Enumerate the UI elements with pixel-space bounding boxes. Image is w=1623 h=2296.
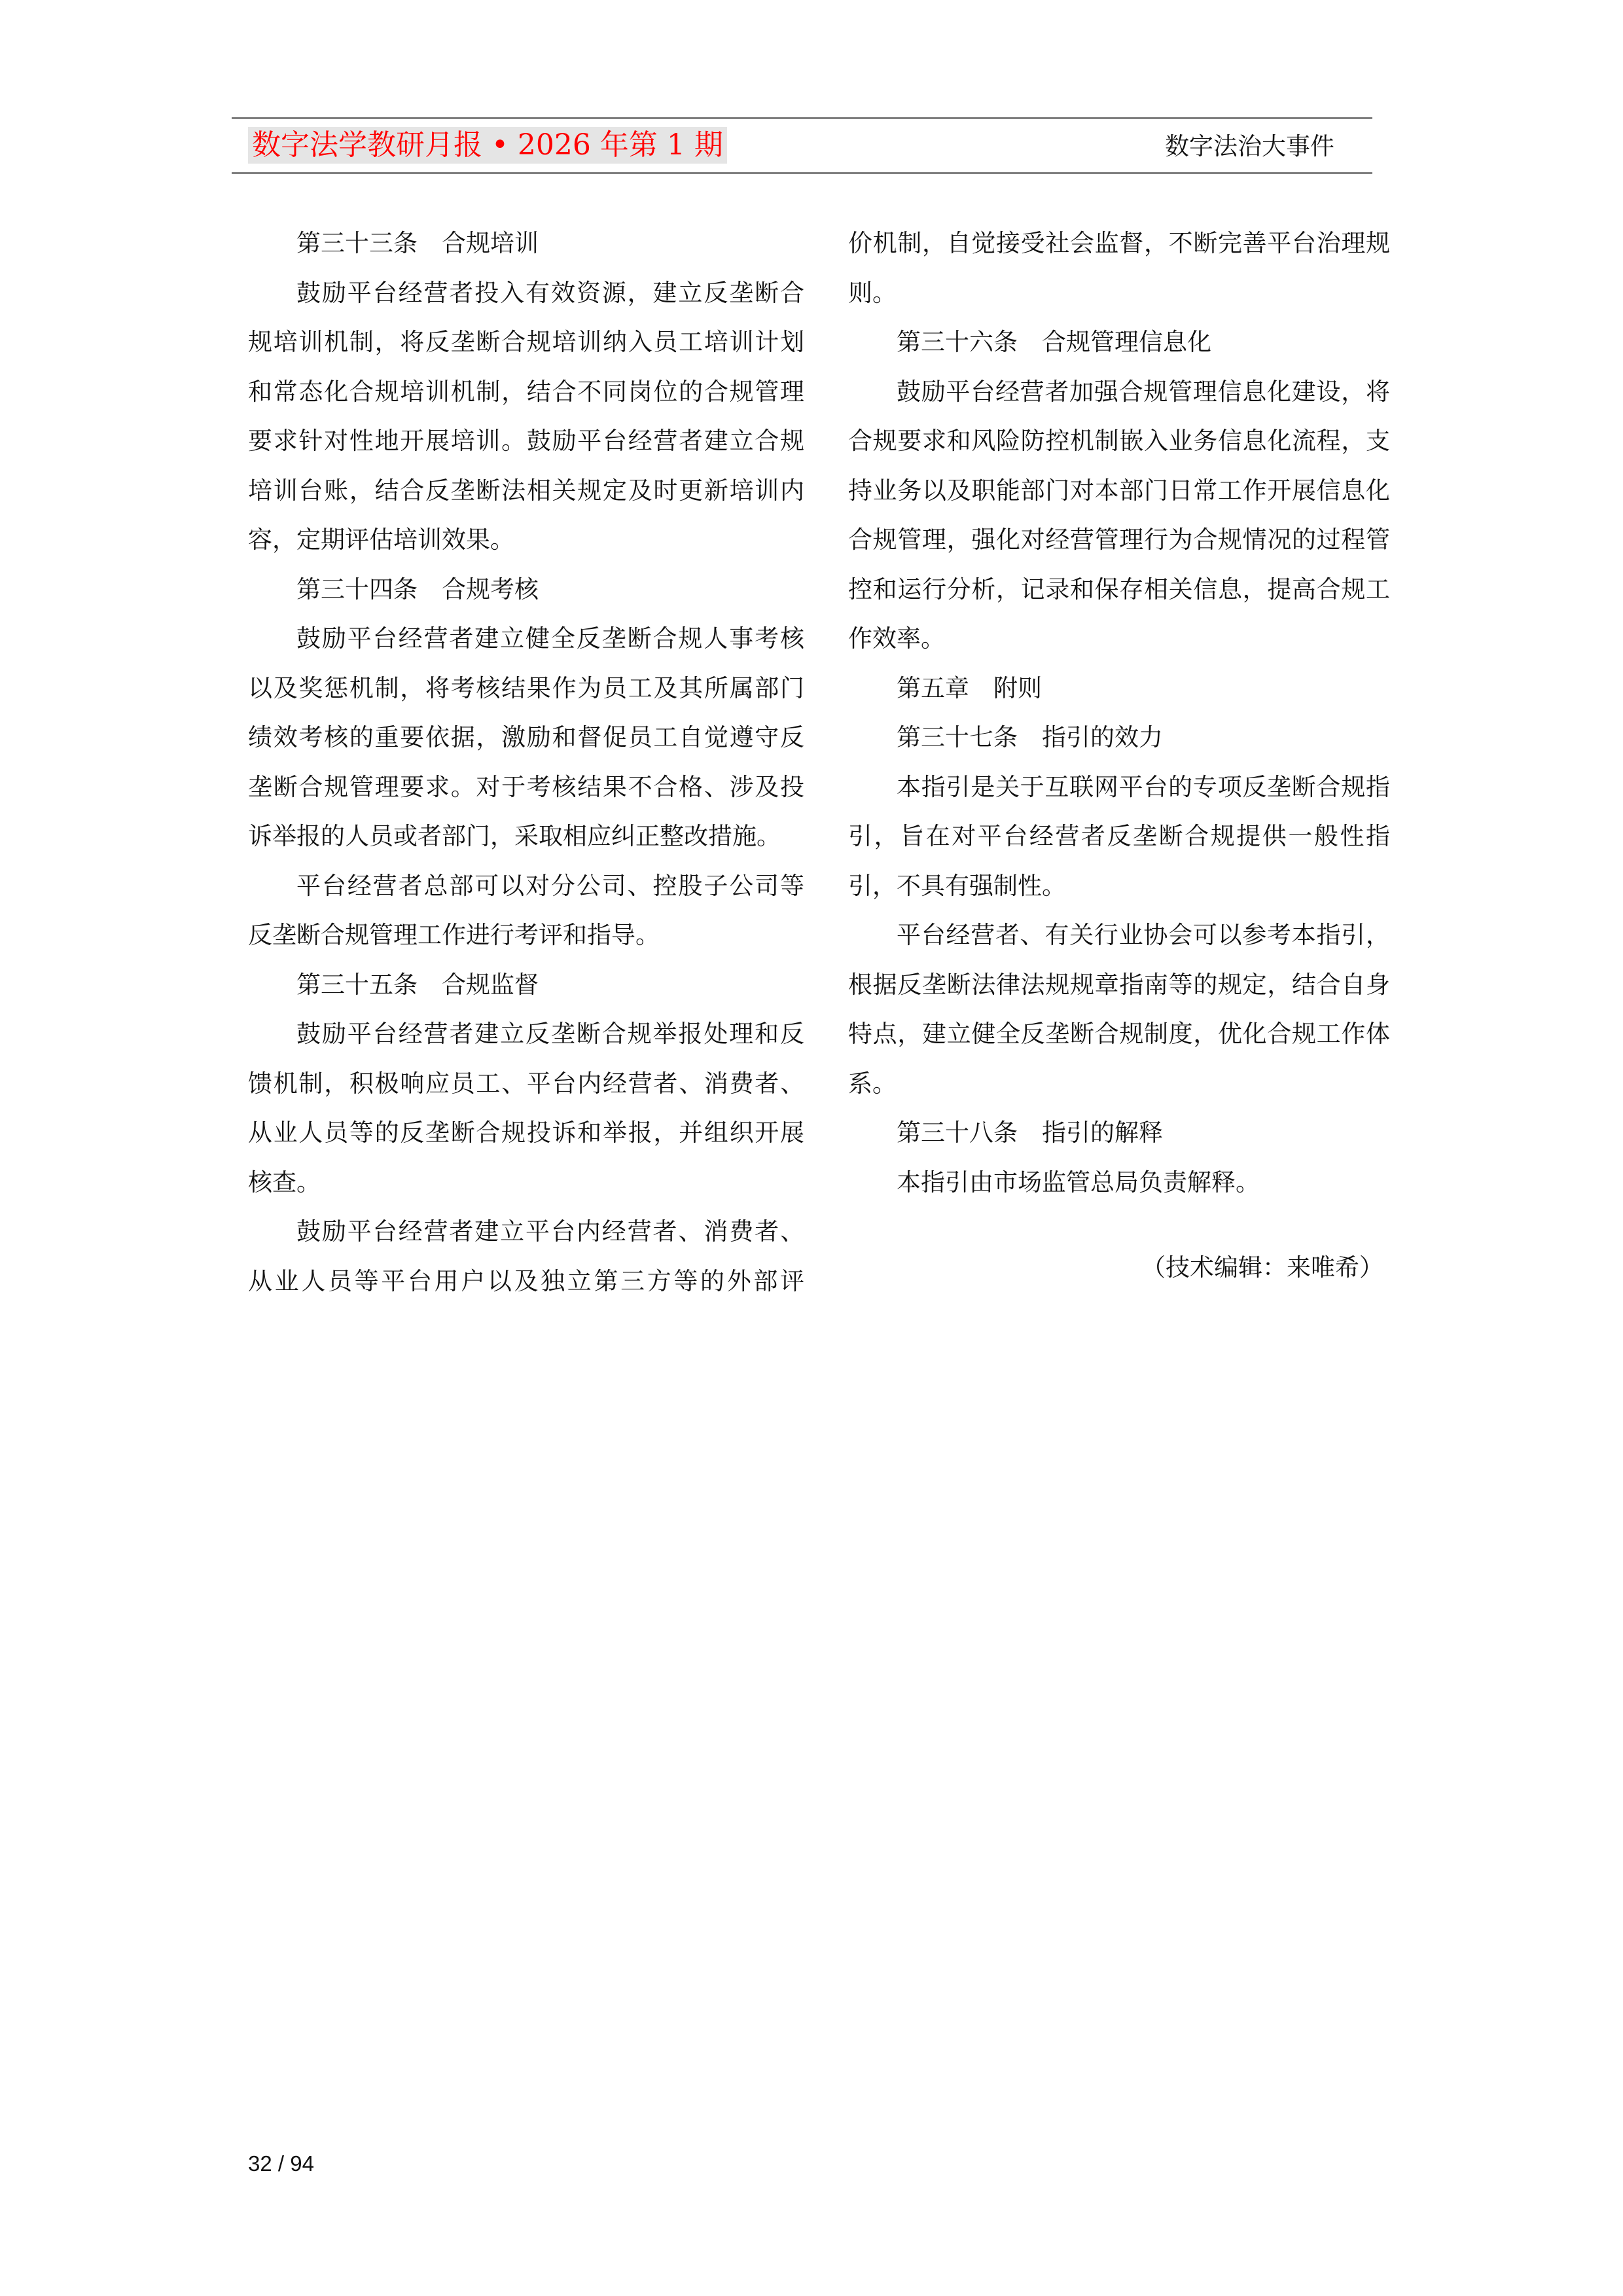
section-title: 数字法治大事件: [1165, 132, 1334, 160]
left-column: [248, 219, 804, 1306]
journal-title: 数字法学教研月报 • 2026 年第 1 期: [248, 127, 727, 164]
article-heading: 第三十五条 合规监督: [296, 970, 539, 999]
page-number: 32 / 94: [248, 2151, 314, 2176]
article-heading: 第三十七条 指引的效力: [897, 723, 1163, 751]
editor-note: （技术编辑：来唯希）: [1141, 1253, 1383, 1282]
paragraph: 鼓励平台经营者建立平台内经营者、消费者、从业人员等平台用户以及独立第三方等的外部评: [248, 1217, 804, 1295]
chapter-heading: 第五章 附则: [897, 673, 1042, 702]
paragraph: 鼓励平台经营者加强合规管理信息化建设，将合规要求和风险防控机制嵌入业务信息化流程，支持业务以及职能部门对本部门日常工作开展信息化合规管理，强化对经营管理行为合规情况的过程管控和运行分析，记录和保存相关信息，提高合规工作效率。: [848, 377, 1390, 653]
article-heading: 第三十六条 合规管理信息化: [897, 328, 1211, 356]
paragraph: 鼓励平台经营者建立反垄断合规举报处理和反馈机制，积极响应员工、平台内经营者、消费者、从业人员等的反垄断合规投诉和举报，并组织开展核查。: [248, 1020, 804, 1196]
article-heading: 第三十三条 合规培训: [296, 229, 539, 257]
paragraph: 鼓励平台经营者建立健全反垄断合规人事考核以及奖惩机制，将考核结果作为员工及其所属部门绩效考核的重要依据，激励和督促员工自觉遵守反垄断合规管理要求。对于考核结果不合格、涉及投诉举报的人员或者部门，采取相应纠正整改措施。: [248, 624, 804, 850]
paragraph-continuation: 价机制，自觉接受社会监督，不断完善平台治理规则。: [848, 229, 1390, 307]
paragraph: 平台经营者总部可以对分公司、控股子公司等反垄断合规管理工作进行考评和指导。: [248, 871, 804, 949]
paragraph: 鼓励平台经营者投入有效资源，建立反垄断合规培训机制，将反垄断合规培训纳入员工培训计划和常态化合规培训机制，结合不同岗位的合规管理要求针对性地开展培训。鼓励平台经营者建立合规培训台账，结合反垄断法相关规定及时更新培训内容，定期评估培训效果。: [248, 278, 804, 554]
article-heading: 第三十四条 合规考核: [296, 575, 539, 603]
paragraph: 平台经营者、有关行业协会可以参考本指引，根据反垄断法律法规规章指南等的规定，结合自身特点，建立健全反垄断合规制度，优化合规工作体系。: [848, 921, 1390, 1098]
paragraph: 本指引是关于互联网平台的专项反垄断合规指引，旨在对平台经营者反垄断合规提供一般性指引，不具有强制性。: [848, 772, 1390, 900]
right-column: [848, 219, 1390, 1293]
article-heading: 第三十八条 指引的解释: [897, 1119, 1163, 1147]
paragraph: 本指引由市场监管总局负责解释。: [897, 1168, 1260, 1196]
header-bottom-rule: [232, 172, 1372, 174]
header-top-rule: [232, 117, 1372, 119]
